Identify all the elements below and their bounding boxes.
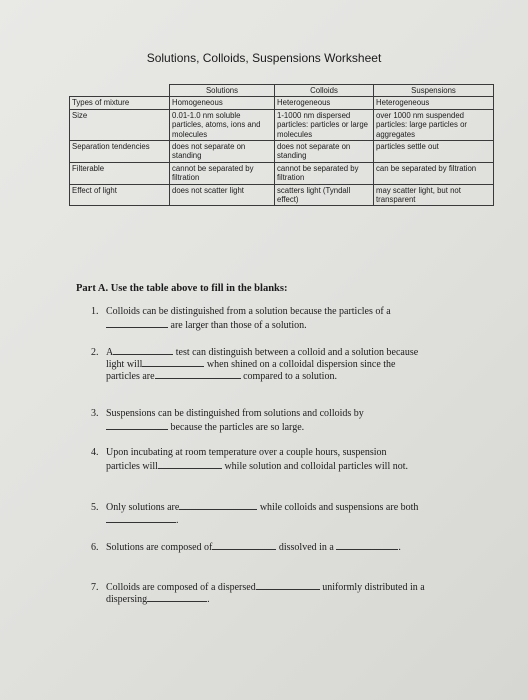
answer-blank[interactable]	[106, 513, 176, 523]
question-text: uniformly distributed in a	[322, 582, 425, 593]
answer-blank[interactable]	[147, 592, 207, 602]
answer-blank[interactable]	[113, 345, 173, 355]
table-row	[70, 184, 494, 206]
question-4	[91, 447, 386, 459]
question-punctuation: .	[207, 594, 210, 605]
question-text: light will	[106, 359, 143, 370]
table-cell: 0.01-1.0 nm soluble particles, atoms, ions and molecules	[170, 109, 275, 140]
question-text: particles will	[106, 461, 158, 472]
question-text: Suspensions can be distinguished from solutions and colloids by	[106, 408, 364, 419]
answer-blank[interactable]	[179, 500, 257, 510]
table-row	[70, 109, 494, 140]
row-label: Size	[70, 109, 170, 140]
question-number: 5.	[91, 502, 99, 513]
question-text: Only solutions are	[106, 502, 180, 513]
table-cell: may scatter light, but not transparent	[374, 184, 494, 206]
table-cell: scatters light (Tyndall effect)	[275, 184, 374, 206]
question-6	[91, 540, 401, 554]
table-cell: cannot be separated by filtration	[170, 162, 275, 184]
question-text: compared to a solution.	[243, 371, 337, 382]
table-cell: Heterogeneous	[374, 97, 494, 109]
table-row	[70, 141, 494, 163]
table-cell: does not separate on standing	[170, 141, 275, 163]
question-number: 3.	[91, 408, 99, 419]
answer-blank[interactable]	[212, 540, 276, 550]
answer-blank[interactable]	[256, 580, 320, 590]
table-cell: 1-1000 nm dispersed particles: particles or large molecules	[275, 109, 374, 140]
question-punctuation: .	[398, 542, 401, 553]
table-cell: Homogeneous	[170, 97, 275, 109]
question-7-line-2	[106, 592, 210, 606]
question-text: A	[106, 347, 114, 358]
question-text: when shined on a colloidal dispersion since the	[206, 359, 396, 370]
table-row	[70, 97, 494, 109]
question-text: while colloids and suspensions are both	[259, 502, 419, 513]
comparison-table	[69, 84, 494, 206]
table-cell: Heterogeneous	[275, 97, 374, 109]
table-cell: over 1000 nm suspended particles: large particles or aggregates	[374, 109, 494, 140]
question-punctuation: .	[176, 515, 179, 526]
question-text: Colloids are composed of a dispersed	[106, 582, 256, 593]
answer-blank[interactable]	[158, 459, 222, 469]
question-4-line-2	[106, 459, 408, 473]
table-header-row	[70, 85, 494, 97]
question-text: because the particles are so large.	[170, 422, 305, 433]
question-3	[91, 408, 364, 420]
row-label: Types of mixture	[70, 97, 170, 109]
question-5	[91, 500, 418, 514]
question-3-line-2	[106, 420, 304, 434]
question-2-line-3	[106, 369, 337, 383]
question-text: dispersing	[106, 594, 148, 605]
question-text: test can distinguish between a colloid and a solution because	[175, 347, 419, 358]
question-text: while solution and colloidal particles will not.	[224, 461, 409, 472]
question-5-line-2	[106, 513, 179, 527]
question-text: dissolved in a	[278, 542, 334, 553]
worksheet-title: Solutions, Colloids, Suspensions Worksheet	[146, 51, 382, 65]
table-cell: does not scatter light	[170, 184, 275, 206]
table-cell: particles settle out	[374, 141, 494, 163]
answer-blank[interactable]	[106, 420, 168, 430]
question-text: Solutions are composed of	[106, 542, 213, 553]
row-label: Effect of light	[70, 184, 170, 206]
header-colloids: Colloids	[275, 85, 374, 97]
table-row	[70, 162, 494, 184]
table-cell: cannot be separated by filtration	[275, 162, 374, 184]
header-solutions: Solutions	[170, 85, 275, 97]
question-1	[91, 306, 391, 318]
answer-blank[interactable]	[106, 318, 168, 328]
answer-blank[interactable]	[155, 369, 241, 379]
question-number: 2.	[91, 347, 99, 358]
question-number: 4.	[91, 447, 99, 458]
table-cell: does not separate on standing	[275, 141, 374, 163]
question-1-line-2	[106, 318, 307, 332]
answer-blank[interactable]	[142, 357, 204, 367]
question-text: particles are	[106, 371, 155, 382]
row-label: Filterable	[70, 162, 170, 184]
question-number: 6.	[91, 542, 99, 553]
table-corner-cell	[70, 85, 170, 97]
question-number: 7.	[91, 582, 99, 593]
question-number: 1.	[91, 306, 99, 317]
table-cell: can be separated by filtration	[374, 162, 494, 184]
row-label: Separation tendencies	[70, 141, 170, 163]
part-a-heading: Part A. Use the table above to fill in the blanks:	[76, 283, 288, 294]
question-text: are larger than those of a solution.	[170, 320, 307, 331]
question-text: Upon incubating at room temperature over a couple hours, suspension	[106, 447, 387, 458]
answer-blank[interactable]	[336, 540, 398, 550]
question-text: Colloids can be distinguished from a solution because the particles of a	[106, 306, 391, 317]
header-suspensions: Suspensions	[374, 85, 494, 97]
